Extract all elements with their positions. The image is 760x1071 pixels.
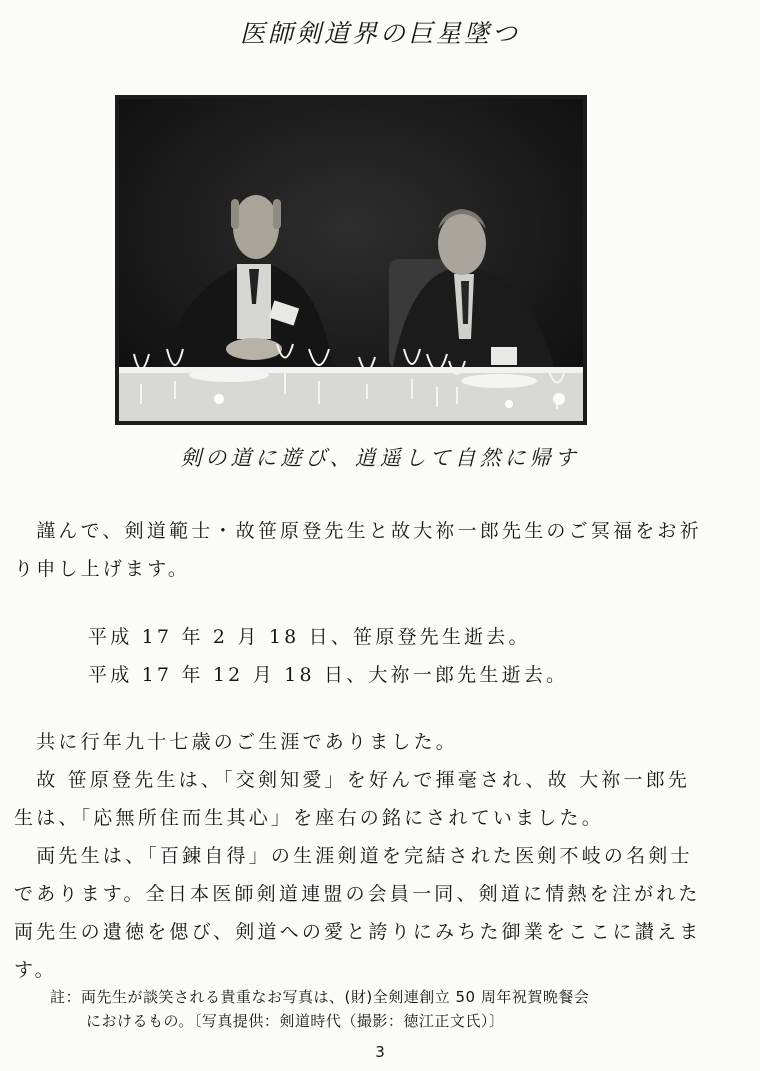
photo-caption: 剣の道に遊び、逍遥して自然に帰す: [180, 446, 580, 470]
banquet-photo: [115, 95, 587, 425]
tribute-line: 故 笹原登先生は、「交剣知愛」を好んで揮毫され、故 大祢一郎先生は、「応無所住而生其心」を座右の銘にされていました。: [14, 769, 691, 829]
page-number: 3: [375, 1043, 385, 1061]
tribute-paragraph: [14, 723, 704, 989]
date-line-oone: 平成 17 年 12 月 18 日、大祢一郎先生逝去。: [88, 664, 569, 686]
tribute-line: 共に行年九十七歳のご生涯でありました。: [14, 731, 459, 753]
photo-two-elderly-men-icon: [119, 99, 583, 421]
dates-list: [88, 618, 568, 694]
tribute-line: 両先生は、「百錬自得」の生涯剣道を完結された医剣不岐の名剣士であります。全日本医師剣道連盟の会員一同、剣道に情熱を注がれた両先生の遺徳を偲び、剣道への愛と誇りにみちた御業をここに讃えます。: [14, 845, 702, 981]
page-title: 医師剣道界の巨星墜つ: [239, 19, 520, 48]
photo-note: [50, 985, 589, 1033]
note-line-2: におけるもの。〔写真提供：剣道時代（撮影：徳江正文氏）〕: [86, 1012, 505, 1030]
note-line-1: 註：両先生が談笑される貴重なお写真は、(財)全剣連創立 50 周年祝賀晩餐会: [50, 988, 590, 1006]
date-line-sasahara: 平成 17 年 2 月 18 日、笹原登先生逝去。: [88, 626, 531, 648]
condolence-paragraph: 謹んで、剣道範士・故笹原登先生と故大祢一郎先生のご冥福をお祈り申し上げます。: [14, 520, 702, 580]
